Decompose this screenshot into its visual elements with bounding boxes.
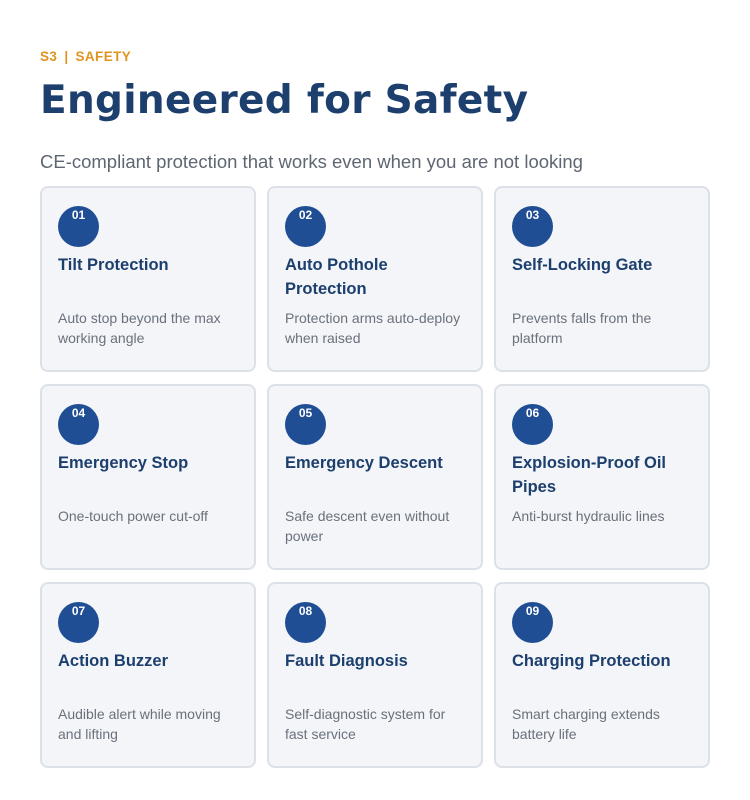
feature-card-self-locking-gate [494,186,710,372]
section-number: S3 [40,49,58,64]
feature-title: Self-Locking Gate [512,256,653,274]
feature-description: Prevents falls from the platform [512,310,652,346]
feature-title: Fault Diagnosis [285,652,408,670]
feature-number-badge: 05 [285,404,326,445]
feature-number-badge: 08 [285,602,326,643]
section-eyebrow [40,49,131,64]
feature-title: Action Buzzer [58,652,169,670]
feature-card-emergency-descent [267,384,483,570]
feature-description: Smart charging extends battery life [512,706,660,742]
feature-description: Audible alert while moving and lifting [58,706,221,742]
feature-number-badge: 04 [58,404,99,445]
eyebrow-separator: | [64,49,69,64]
feature-card-auto-pothole-protection [267,186,483,372]
feature-card-explosion-proof-oil-pipes [494,384,710,570]
feature-number-badge: 07 [58,602,99,643]
feature-description: One-touch power cut-off [58,508,208,524]
feature-number-badge: 09 [512,602,553,643]
feature-title: Tilt Protection [58,256,169,274]
feature-number-badge: 02 [285,206,326,247]
feature-number-badge: 06 [512,404,553,445]
feature-description: Safe descent even without power [285,508,450,544]
feature-card-emergency-stop [40,384,256,570]
feature-title: Auto Pothole Protection [285,256,388,298]
feature-description: Anti-burst hydraulic lines [512,508,665,524]
feature-title: Emergency Stop [58,454,189,472]
feature-title: Emergency Descent [285,454,443,472]
feature-title: Charging Protection [512,652,671,670]
page-subtitle: CE-compliant protection that works even when you are not looking [40,151,583,172]
page-title: Engineered for Safety [40,78,529,123]
feature-description: Self-diagnostic system for fast service [285,706,446,742]
feature-title: Explosion-Proof Oil Pipes [512,454,667,496]
feature-card-fault-diagnosis [267,582,483,768]
feature-card-tilt-protection [40,186,256,372]
feature-card-action-buzzer [40,582,256,768]
feature-number-badge: 03 [512,206,553,247]
feature-card-charging-protection [494,582,710,768]
feature-grid [40,186,710,768]
feature-number-badge: 01 [58,206,99,247]
section-category: SAFETY [75,49,132,64]
feature-description: Auto stop beyond the max working angle [58,310,221,346]
feature-description: Protection arms auto-deploy when raised [285,310,461,346]
